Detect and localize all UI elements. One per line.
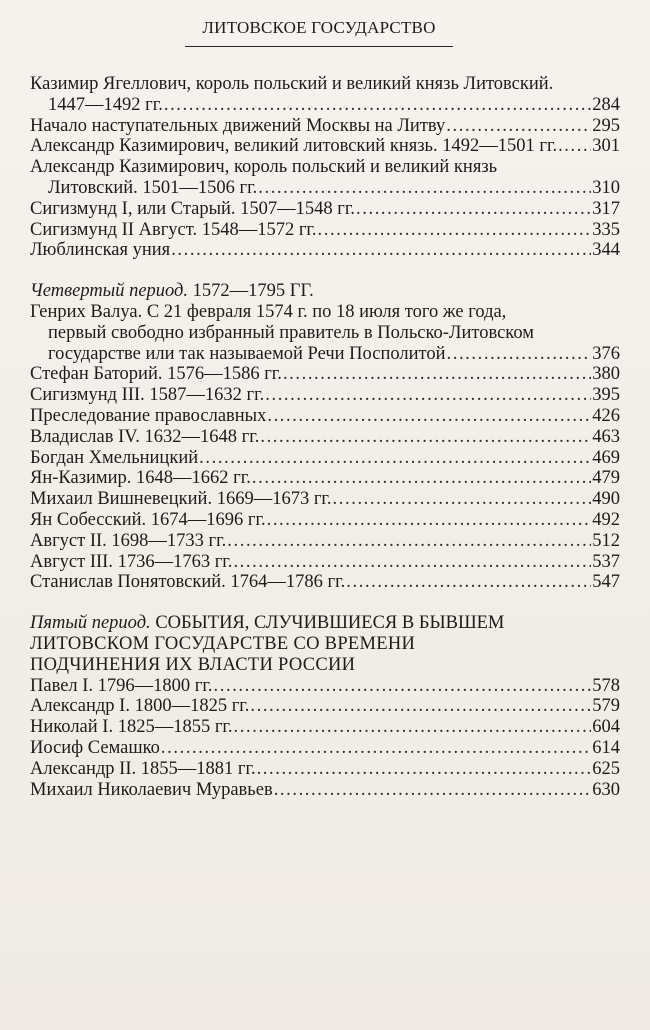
page-number: 537 xyxy=(592,551,620,572)
leader-dots xyxy=(234,717,592,738)
page-number: 547 xyxy=(592,572,620,593)
toc-entry-continuation: первый свободно избранный правитель в Польско-Литовском xyxy=(48,322,534,343)
leader-dots xyxy=(274,780,592,801)
toc-entry-kazimir[interactable] xyxy=(30,74,620,116)
toc-entry-line xyxy=(30,448,620,469)
period-5-title-line-2: ЛИТОВСКОМ ГОСУДАРСТВЕ СО ВРЕМЕНИ xyxy=(30,633,416,654)
toc-entry-line xyxy=(30,572,620,593)
toc-entry-line xyxy=(30,344,620,365)
toc-entry-line xyxy=(30,178,620,199)
toc-entry-years: Литовский. 1501—1506 гг. xyxy=(48,177,258,198)
leader-dots xyxy=(258,178,591,199)
leader-dots xyxy=(318,220,592,241)
toc-entry-line xyxy=(30,116,620,137)
toc-entry-title: Август III. 1736—1763 гг. xyxy=(30,551,233,572)
toc-entry-title: Ян Собесский. 1674—1696 гг. xyxy=(30,509,266,530)
toc-entry-continuation: государстве или так называемой Речи Посполитой xyxy=(48,343,446,364)
page-number: 301 xyxy=(592,136,620,157)
leader-dots xyxy=(283,364,591,385)
page-number: 625 xyxy=(592,758,620,779)
page-number: 395 xyxy=(592,385,620,406)
toc-entry-jan-kazimierz[interactable] xyxy=(30,468,620,489)
leader-dots xyxy=(446,116,591,137)
page-number: 380 xyxy=(592,364,620,385)
toc-entry-henri-valois[interactable] xyxy=(30,302,620,364)
toc-entry-title: Павел I. 1796—1800 гг. xyxy=(30,675,213,696)
page-number: 492 xyxy=(592,509,620,530)
running-header: ЛИТОВСКОЕ ГОСУДАРСТВО xyxy=(185,18,453,47)
toc-entry-sigismund-iii[interactable] xyxy=(30,385,620,406)
toc-entry-paul-i[interactable] xyxy=(30,676,620,697)
period-5-heading xyxy=(30,613,620,634)
leader-dots xyxy=(267,510,592,531)
toc-entry-title: Ян-Казимир. 1648—1662 гг. xyxy=(30,468,251,489)
leader-dots xyxy=(257,759,592,780)
toc-entry-line xyxy=(30,385,620,406)
leader-dots xyxy=(267,406,591,427)
leader-dots xyxy=(447,344,592,365)
toc-entry-orthodox-persecution[interactable] xyxy=(30,406,620,427)
page-number: 284 xyxy=(592,94,620,115)
table-of-contents xyxy=(30,74,620,800)
page-number: 512 xyxy=(592,530,620,551)
leader-dots xyxy=(161,738,591,759)
page-number: 614 xyxy=(592,737,620,758)
page-number: 310 xyxy=(592,177,620,198)
period-4-heading xyxy=(30,281,620,302)
toc-entry-augustus-iii[interactable] xyxy=(30,552,620,573)
toc-entry-line xyxy=(30,696,620,717)
period-5-title-line-3: ПОДЧИНЕНИЯ ИХ ВЛАСТИ РОССИИ xyxy=(30,654,356,675)
period-4-years: 1572—1795 ГГ. xyxy=(188,281,314,302)
page-number: 317 xyxy=(592,198,620,219)
toc-entry-augustus-ii[interactable] xyxy=(30,531,620,552)
leader-dots xyxy=(346,572,591,593)
toc-entry-title: Люблинская уния xyxy=(30,240,171,261)
leader-dots xyxy=(214,676,592,697)
page-number: 479 xyxy=(592,468,620,489)
toc-entry-line xyxy=(30,95,620,116)
page-number: 579 xyxy=(592,696,620,717)
leader-dots xyxy=(333,489,592,510)
toc-entry-line xyxy=(30,406,620,427)
leader-dots xyxy=(199,448,591,469)
toc-entry-semashko[interactable] xyxy=(30,738,620,759)
toc-entry-alexander-ii[interactable] xyxy=(30,759,620,780)
leader-dots xyxy=(171,240,591,261)
toc-entry-line xyxy=(30,364,620,385)
page-number: 630 xyxy=(592,779,620,800)
toc-entry-title: Александр I. 1800—1825 гг. xyxy=(30,696,250,717)
period-5-label: Пятый период. xyxy=(30,613,151,634)
period-5-title-line-1: СОБЫТИЯ, СЛУЧИВШИЕСЯ В БЫВШЕМ xyxy=(150,613,505,634)
page-number: 469 xyxy=(592,447,620,468)
toc-entry-title: Богдан Хмельницкий xyxy=(30,447,199,468)
page-number: 490 xyxy=(592,489,620,510)
toc-entry-lublin-union[interactable] xyxy=(30,240,620,261)
toc-entry-title: Михаил Николаевич Муравьев xyxy=(30,779,273,800)
page-number: 426 xyxy=(592,405,620,426)
toc-entry-title: Казимир Ягеллович, король польский и великий князь Литовский. xyxy=(30,74,554,94)
toc-entry-title: Сигизмунд II Август. 1548—1572 гг. xyxy=(30,219,317,240)
toc-entry-title: Сигизмунд III. 1587—1632 гг. xyxy=(30,385,265,406)
leader-dots xyxy=(233,552,591,573)
toc-entry-title: Начало наступательных движений Москвы на Литву xyxy=(30,115,446,136)
toc-entry-title: Сигизмунд I, или Старый. 1507—1548 гг. xyxy=(30,198,356,219)
toc-entry-title: Николай I. 1825—1855 гг. xyxy=(30,717,233,738)
toc-entry-alexander-grand-duke[interactable] xyxy=(30,136,620,157)
toc-entry-moscow-offensive[interactable] xyxy=(30,116,620,137)
toc-entry-line xyxy=(30,676,620,697)
leader-dots xyxy=(164,95,591,116)
toc-entry-years: 1447—1492 гг. xyxy=(48,94,163,115)
page-number: 344 xyxy=(592,240,620,261)
section-spacer xyxy=(30,593,620,613)
toc-entry-line xyxy=(30,220,620,241)
toc-entry-line xyxy=(30,489,620,510)
toc-entry-line xyxy=(30,531,620,552)
leader-dots xyxy=(356,199,591,220)
toc-entry-line xyxy=(30,240,620,261)
toc-entry-line xyxy=(30,780,620,801)
toc-entry-khmelnytsky[interactable] xyxy=(30,448,620,469)
toc-entry-sobieski[interactable] xyxy=(30,510,620,531)
toc-entry-wisniowiecki[interactable] xyxy=(30,489,620,510)
toc-entry-muravyov[interactable] xyxy=(30,780,620,801)
toc-entry-line xyxy=(30,510,620,531)
page-number: 463 xyxy=(592,426,620,447)
page-number: 376 xyxy=(592,343,620,364)
toc-entry-title: Генрих Валуа. С 21 февраля 1574 г. по 18 июля того же года, xyxy=(30,301,507,322)
section-spacer xyxy=(30,261,620,281)
toc-entry-alexander-king[interactable] xyxy=(30,157,620,199)
toc-entry-nicholas-i[interactable] xyxy=(30,717,620,738)
page-number: 578 xyxy=(592,675,620,696)
toc-entry-wladyslaw-iv[interactable] xyxy=(30,427,620,448)
toc-entry-line xyxy=(30,717,620,738)
leader-dots xyxy=(265,385,591,406)
leader-dots xyxy=(558,136,591,157)
toc-entry-title: Александр Казимирович, король польский и великий князь xyxy=(30,157,498,178)
toc-entry-title: Александр II. 1855—1881 гг. xyxy=(30,758,256,779)
toc-entry-sigismund-i[interactable] xyxy=(30,199,620,220)
toc-entry-line xyxy=(30,199,620,220)
period-4-label: Четвертый период. xyxy=(30,281,189,302)
toc-entry-alexander-i[interactable] xyxy=(30,696,620,717)
toc-entry-title: Стефан Баторий. 1576—1586 гг. xyxy=(30,364,282,385)
toc-entry-line xyxy=(30,427,620,448)
toc-entry-title: Михаил Вишневецкий. 1669—1673 гг. xyxy=(30,489,332,510)
page-number: 335 xyxy=(592,219,620,240)
toc-entry-title: Станислав Понятовский. 1764—1786 гг. xyxy=(30,572,346,593)
toc-entry-stefan-batory[interactable] xyxy=(30,364,620,385)
toc-entry-title: Преследование православных xyxy=(30,405,267,426)
toc-entry-line xyxy=(30,552,620,573)
toc-entry-line xyxy=(30,468,620,489)
page-number: 604 xyxy=(592,717,620,738)
toc-entry-line xyxy=(30,136,620,157)
toc-entry-line xyxy=(30,738,620,759)
toc-entry-title: Иосиф Семашко xyxy=(30,737,160,758)
leader-dots xyxy=(227,531,591,552)
toc-entry-sigismund-ii[interactable] xyxy=(30,220,620,241)
leader-dots xyxy=(252,468,591,489)
leader-dots xyxy=(260,427,591,448)
toc-entry-line xyxy=(30,759,620,780)
toc-entry-poniatowski[interactable] xyxy=(30,572,620,593)
leader-dots xyxy=(250,696,591,717)
toc-entry-title: Владислав IV. 1632—1648 гг. xyxy=(30,426,260,447)
toc-entry-title: Август II. 1698—1733 гг. xyxy=(30,530,227,551)
page-number: 295 xyxy=(592,115,620,136)
toc-entry-title: Александр Казимирович, великий литовский князь. 1492—1501 гг. xyxy=(30,136,558,157)
